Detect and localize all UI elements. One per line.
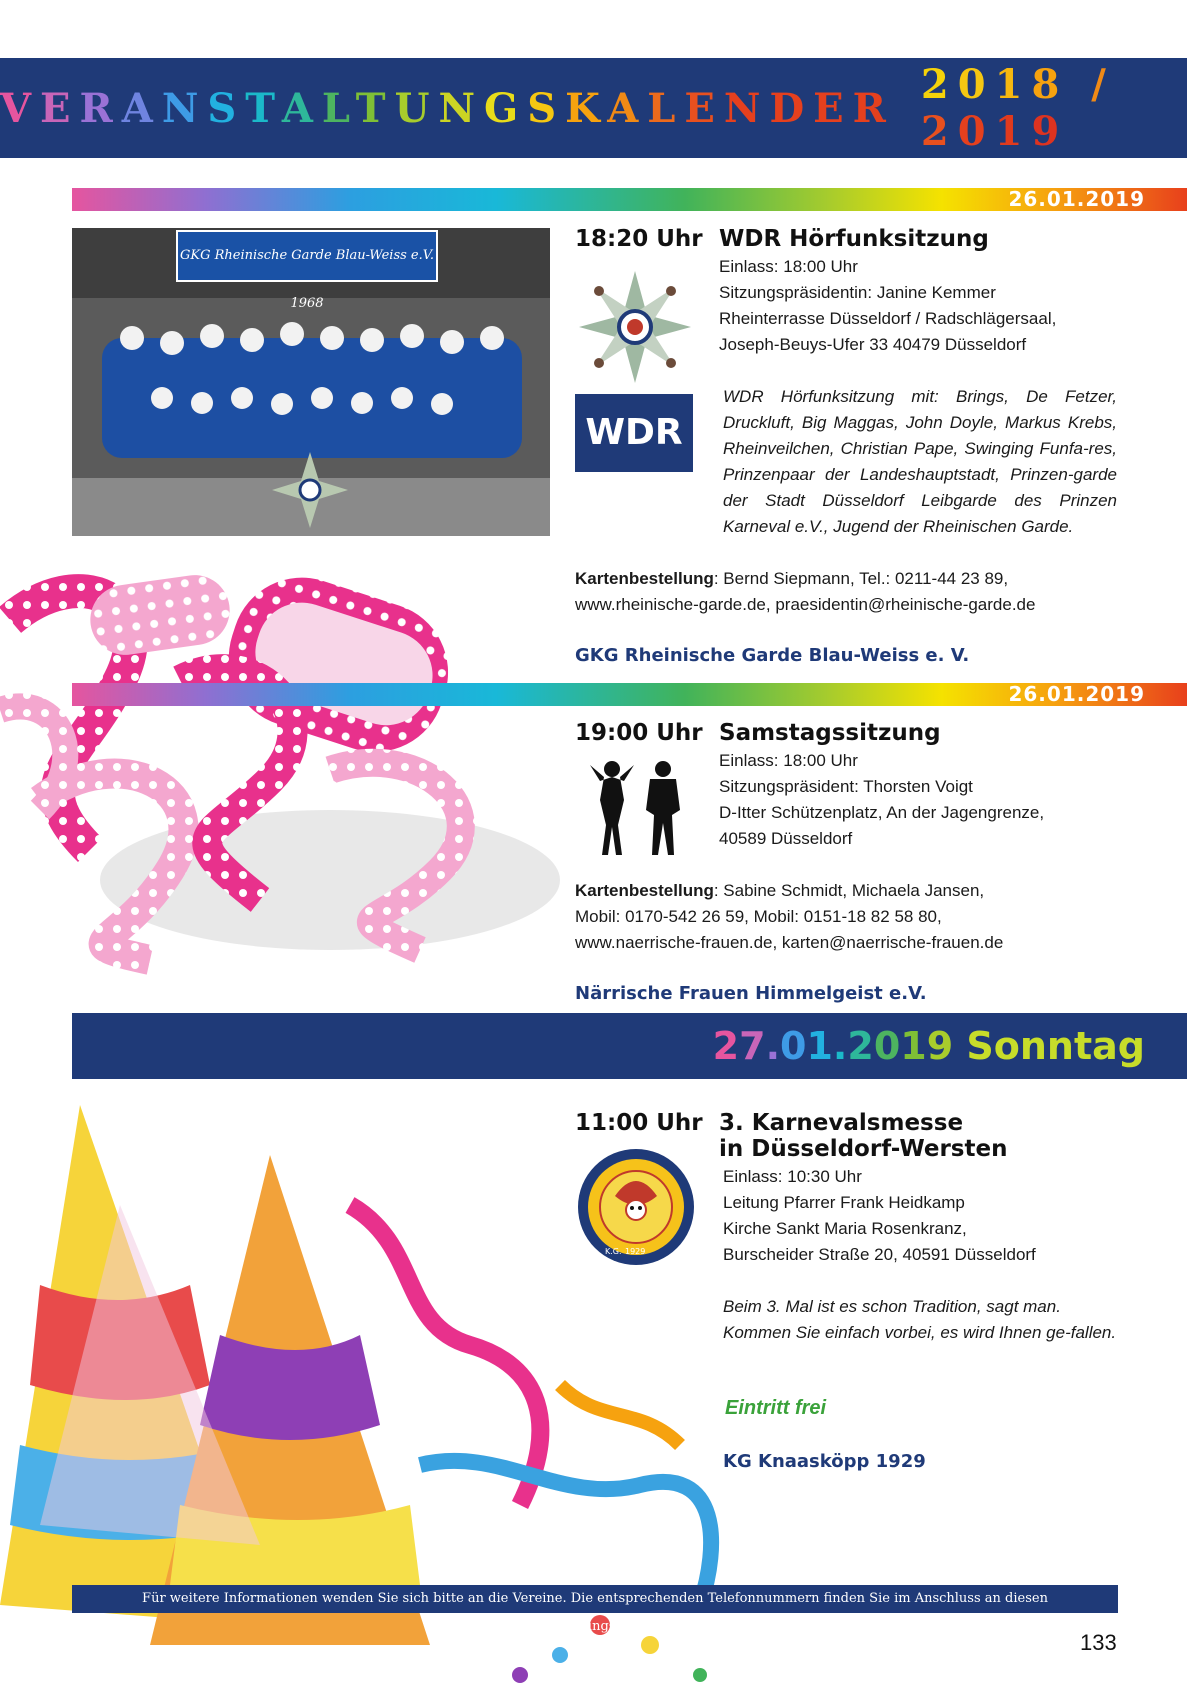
- event-2-tickets: [575, 878, 1135, 956]
- title-letter: S: [207, 84, 246, 132]
- title-letter: E: [684, 84, 724, 132]
- date-character: 9: [926, 1024, 954, 1068]
- event-3-details: [723, 1164, 1143, 1268]
- title-letter: U: [394, 84, 439, 132]
- event-2-organizer: Närrische Frauen Himmelgeist e.V.: [575, 983, 927, 1004]
- ticket-contact: www.naerrische-frauen.de, karten@naerrische-frauen.de: [575, 933, 1004, 952]
- ticket-contact: Mobil: 0170-542 26 59, Mobil: 0151-18 82 58 80,: [575, 907, 942, 926]
- event-2-title: Samstagssitzung: [719, 720, 941, 746]
- event-3-title-line1: 3. Karnevalsmesse: [719, 1110, 964, 1136]
- date-character: .: [765, 1024, 781, 1068]
- event-1-detail-line: Sitzungspräsidentin: Janine Kemmer: [719, 283, 996, 302]
- date-character: 1: [806, 1024, 833, 1068]
- event-1-detail-line: Joseph-Beuys-Ufer 33 40479 Düsseldorf: [719, 335, 1027, 354]
- title-letter: K: [565, 84, 608, 132]
- footer-info-note: Für weitere Informationen wenden Sie sich bitte an die Vereine. Die entsprechenden Telefonnummern finden Sie im Anschluss an diesen Veranstaltungskalender: [72, 1585, 1118, 1613]
- event-1-details: [719, 254, 1139, 358]
- pink-streamers-illustration: [0, 560, 560, 980]
- event-3-detail-line: Leitung Pfarrer Frank Heidkamp: [723, 1193, 965, 1212]
- knaaskoepp-badge-icon: [575, 1146, 697, 1268]
- event-2-detail-line: Einlass: 18:00 Uhr: [719, 751, 858, 770]
- title-letter: /: [1091, 61, 1115, 108]
- event-2-detail-line: Sitzungspräsident: Thorsten Voigt: [719, 777, 973, 796]
- title-letter: 1: [994, 61, 1032, 108]
- garde-star-emblem-icon: [575, 268, 695, 386]
- title-calendar-word: [0, 85, 895, 132]
- ticket-contact: www.rheinische-garde.de, praesidentin@rheinische-garde.de: [575, 595, 1036, 614]
- event-3-weekday: Sonntag: [966, 1024, 1145, 1068]
- title-letter: D: [769, 84, 814, 132]
- event-3-entry: Eintritt frei: [725, 1397, 827, 1419]
- title-letter: 0: [957, 108, 995, 155]
- date-character: 0: [780, 1024, 807, 1068]
- ticket-label: Kartenbestellung: [575, 881, 714, 900]
- date-character: .: [832, 1024, 848, 1068]
- page-title: [0, 58, 1187, 158]
- title-letter: N: [161, 84, 208, 132]
- ticket-label: Kartenbestellung: [575, 569, 714, 588]
- event-3-title-line2: in Düsseldorf-Wersten: [719, 1136, 1008, 1162]
- title-letter: A: [121, 84, 162, 132]
- badge-year: 1929: [625, 1247, 646, 1256]
- date-character: 2: [847, 1024, 874, 1068]
- title-letter: A: [281, 84, 322, 132]
- title-letter: T: [245, 84, 282, 132]
- event-3-date-heading: [713, 1013, 1145, 1079]
- title-letter: 8: [1031, 61, 1069, 108]
- ticket-contact: : Bernd Siepmann, Tel.: 0211-44 23 89,: [713, 569, 1009, 588]
- title-letter: N: [723, 84, 770, 132]
- jester-women-silhouette-icon: [580, 755, 695, 860]
- title-letter: E: [813, 84, 853, 132]
- event-1-tickets: [575, 566, 1135, 618]
- event-3-detail-line: Burscheider Straße 20, 40591 Düsseldorf: [723, 1245, 1036, 1264]
- wdr-logo: WDR: [575, 394, 693, 472]
- event-3-organizer: KG Knaasköpp 1929: [723, 1451, 926, 1472]
- date-character: 1: [900, 1024, 927, 1068]
- event-2-time: 19:00 Uhr: [575, 720, 703, 746]
- title-letter: 1: [994, 108, 1032, 155]
- event-2-detail-line: 40589 Düsseldorf: [719, 829, 853, 848]
- event-1-organizer: GKG Rheinische Garde Blau-Weiss e. V.: [575, 645, 970, 666]
- title-letter: A: [607, 84, 648, 132]
- title-letter: L: [321, 84, 356, 132]
- event-1-title: WDR Hörfunksitzung: [719, 226, 989, 252]
- title-letter: [1068, 61, 1091, 108]
- event-3-time: 11:00 Uhr: [575, 1110, 703, 1136]
- date-character: 7: [739, 1024, 766, 1068]
- title-season: [921, 61, 1187, 155]
- event-1-detail-line: Rheinterrasse Düsseldorf / Radschlägersaal,: [719, 309, 1057, 328]
- event-2-detail-line: D-Itter Schützenplatz, An der Jagengrenze,: [719, 803, 1045, 822]
- title-letter: 0: [957, 61, 995, 108]
- title-letter: R: [79, 84, 122, 132]
- event-2-details: [719, 748, 1139, 852]
- title-letter: G: [484, 84, 528, 132]
- title-letter: 2: [920, 108, 958, 155]
- event-1-description: WDR Hörfunksitzung mit: Brings, De Fetzer, Druckluft, Big Maggas, John Doyle, Markus Krebs, Rheinveilchen, Christian Pape, Swinging Funfa-res, Prinzenpaar der Landeshauptstadt, Prinzen-garde der Stadt Düsseldorf Leibgarde des Prinzen Karneval e.V., Jugend der Rheinischen Garde.: [723, 387, 1117, 536]
- event-3-detail-line: Kirche Sankt Maria Rosenkranz,: [723, 1219, 967, 1238]
- event-3-detail-line: Einlass: 10:30 Uhr: [723, 1167, 862, 1186]
- title-letter: R: [852, 84, 895, 132]
- title-letter: 2: [920, 61, 958, 108]
- event-1-time: 18:20 Uhr: [575, 226, 703, 252]
- badge-text-prefix: K.G.: [605, 1247, 622, 1256]
- event-2-date: 26.01.2019: [1008, 682, 1145, 706]
- photo-caption: GKG Rheinische Garde Blau-Weiss e.V. 1968: [176, 230, 438, 282]
- date-character: 0: [873, 1024, 901, 1068]
- title-letter: S: [527, 84, 566, 132]
- event-3-date: [713, 1024, 954, 1068]
- ticket-contact: : Sabine Schmidt, Michaela Jansen,: [713, 881, 985, 900]
- event-3-description: Beim 3. Mal ist es schon Tradition, sagt man. Kommen Sie einfach vorbei, es wird Ihnen ge-fallen.: [723, 1297, 1117, 1342]
- date-character: 2: [712, 1024, 740, 1068]
- title-letter: T: [355, 84, 395, 132]
- title-letter: V: [0, 84, 41, 132]
- title-letter: 9: [1031, 108, 1069, 155]
- event-1-detail-line: Einlass: 18:00 Uhr: [719, 257, 858, 276]
- event-1-date: 26.01.2019: [1008, 187, 1145, 211]
- title-letter: E: [40, 84, 80, 132]
- title-letter: N: [438, 84, 485, 132]
- page-number: 133: [1080, 1630, 1117, 1655]
- title-letter: L: [647, 84, 685, 132]
